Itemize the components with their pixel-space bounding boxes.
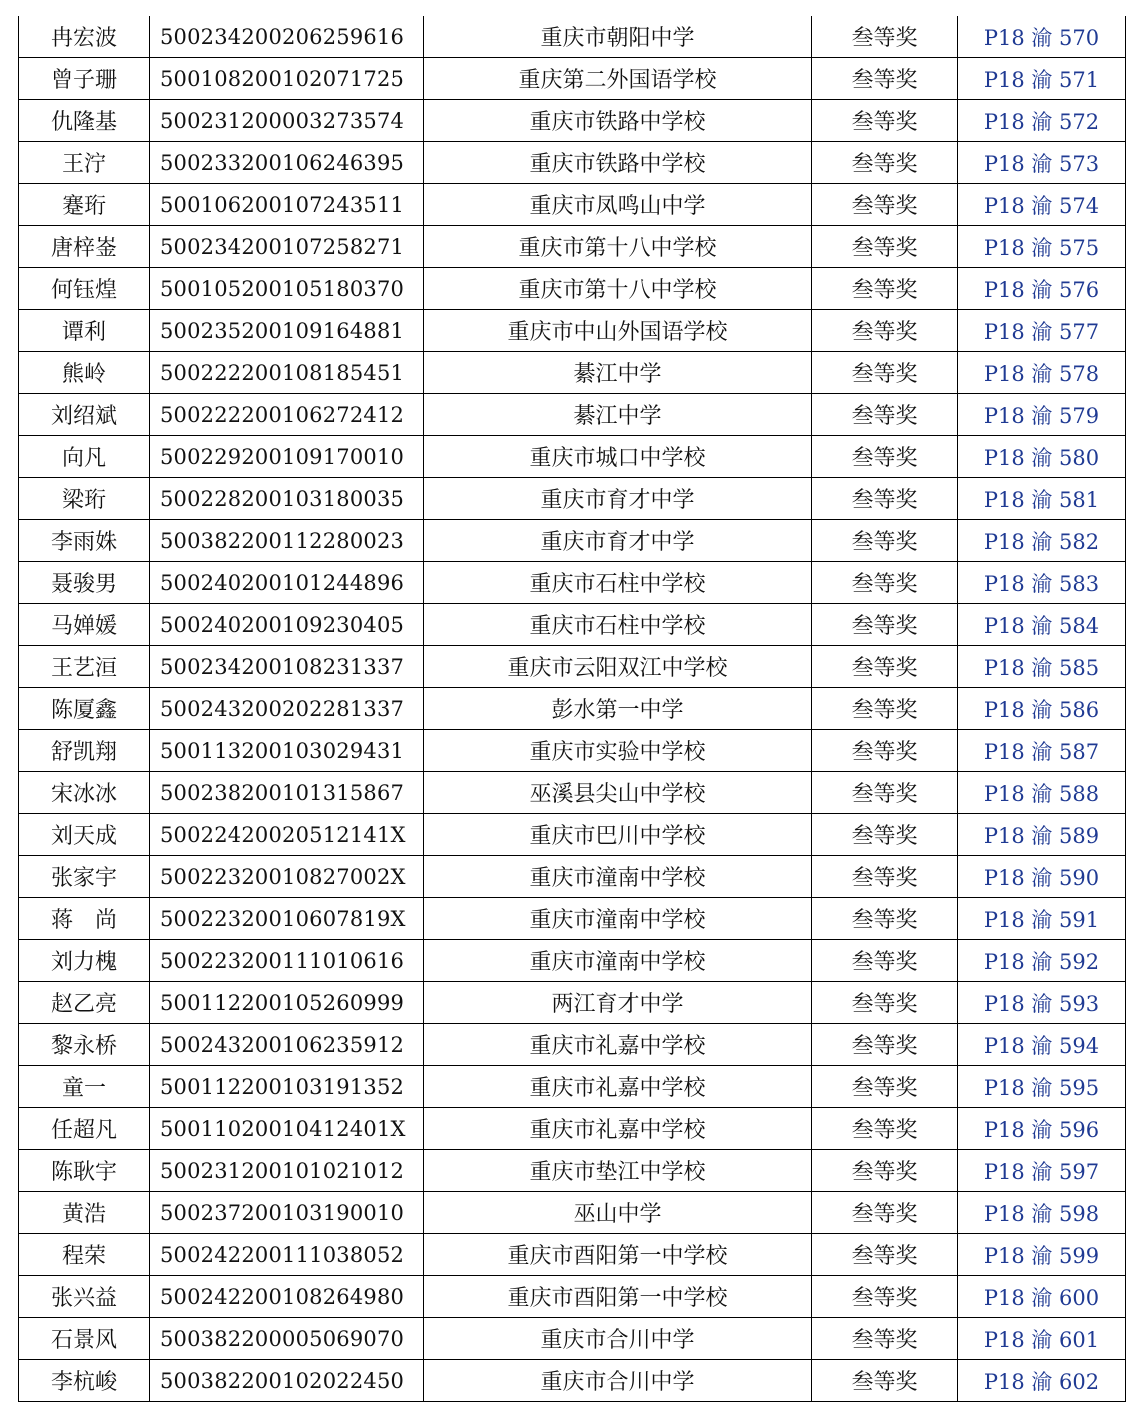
school-name-cell: 重庆市礼嘉中学校 <box>424 1024 812 1066</box>
school-name-cell: 重庆市石柱中学校 <box>424 562 812 604</box>
school-name-cell: 重庆市礼嘉中学校 <box>424 1108 812 1150</box>
award-level-cell: 叁等奖 <box>812 268 958 310</box>
table-row <box>19 1150 1126 1192</box>
student-name-cell: 熊岭 <box>19 352 150 394</box>
school-name-cell: 重庆市潼南中学校 <box>424 856 812 898</box>
school-name-cell: 重庆市中山外国语学校 <box>424 310 812 352</box>
id-number-cell: 500242200111038052 <box>150 1234 424 1276</box>
certificate-number-cell: P18 渝 597 <box>958 1150 1126 1192</box>
id-number-cell: 50022320010827002X <box>150 856 424 898</box>
id-number-cell: 500231200101021012 <box>150 1150 424 1192</box>
id-number-cell: 500222200108185451 <box>150 352 424 394</box>
certificate-number-cell: P18 渝 576 <box>958 268 1126 310</box>
student-name-cell: 陈耿宇 <box>19 1150 150 1192</box>
school-name-cell: 重庆市育才中学 <box>424 478 812 520</box>
school-name-cell: 重庆市城口中学校 <box>424 436 812 478</box>
student-name-cell: 马婵媛 <box>19 604 150 646</box>
award-level-cell: 叁等奖 <box>812 646 958 688</box>
id-number-cell: 500106200107243511 <box>150 184 424 226</box>
id-number-cell: 500234200206259616 <box>150 16 424 58</box>
certificate-number-cell: P18 渝 587 <box>958 730 1126 772</box>
table-row <box>19 1318 1126 1360</box>
student-name-cell: 刘绍斌 <box>19 394 150 436</box>
school-name-cell: 重庆市凤鸣山中学 <box>424 184 812 226</box>
student-name-cell: 李杭峻 <box>19 1360 150 1402</box>
certificate-number-cell: P18 渝 572 <box>958 100 1126 142</box>
award-list-table <box>18 16 1126 1402</box>
id-number-cell: 500382200102022450 <box>150 1360 424 1402</box>
id-number-cell: 500222200106272412 <box>150 394 424 436</box>
student-name-cell: 程荣 <box>19 1234 150 1276</box>
id-number-cell: 500243200202281337 <box>150 688 424 730</box>
certificate-number-cell: P18 渝 584 <box>958 604 1126 646</box>
school-name-cell: 重庆市合川中学 <box>424 1360 812 1402</box>
award-level-cell: 叁等奖 <box>812 142 958 184</box>
id-number-cell: 500105200105180370 <box>150 268 424 310</box>
certificate-number-cell: P18 渝 593 <box>958 982 1126 1024</box>
certificate-number-cell: P18 渝 600 <box>958 1276 1126 1318</box>
school-name-cell: 巫溪县尖山中学校 <box>424 772 812 814</box>
id-number-cell: 500108200102071725 <box>150 58 424 100</box>
school-name-cell: 綦江中学 <box>424 352 812 394</box>
school-name-cell: 重庆市石柱中学校 <box>424 604 812 646</box>
id-number-cell: 500112200103191352 <box>150 1066 424 1108</box>
table-row <box>19 142 1126 184</box>
school-name-cell: 重庆市朝阳中学 <box>424 16 812 58</box>
student-name-cell: 何钰煌 <box>19 268 150 310</box>
table-row <box>19 898 1126 940</box>
id-number-cell: 50022420020512141X <box>150 814 424 856</box>
award-level-cell: 叁等奖 <box>812 562 958 604</box>
award-level-cell: 叁等奖 <box>812 1234 958 1276</box>
award-level-cell: 叁等奖 <box>812 604 958 646</box>
award-level-cell: 叁等奖 <box>812 1150 958 1192</box>
award-level-cell: 叁等奖 <box>812 520 958 562</box>
table-row <box>19 394 1126 436</box>
table-row <box>19 688 1126 730</box>
award-level-cell: 叁等奖 <box>812 1108 958 1150</box>
school-name-cell: 重庆市酉阳第一中学校 <box>424 1234 812 1276</box>
table-row <box>19 436 1126 478</box>
id-number-cell: 50011020010412401X <box>150 1108 424 1150</box>
school-name-cell: 重庆市铁路中学校 <box>424 100 812 142</box>
student-name-cell: 曾子珊 <box>19 58 150 100</box>
table-row <box>19 268 1126 310</box>
certificate-number-cell: P18 渝 588 <box>958 772 1126 814</box>
certificate-number-cell: P18 渝 581 <box>958 478 1126 520</box>
student-name-cell: 舒凯翔 <box>19 730 150 772</box>
certificate-number-cell: P18 渝 601 <box>958 1318 1126 1360</box>
student-name-cell: 张家宇 <box>19 856 150 898</box>
certificate-number-cell: P18 渝 583 <box>958 562 1126 604</box>
student-name-cell: 张兴益 <box>19 1276 150 1318</box>
id-number-cell: 500238200101315867 <box>150 772 424 814</box>
id-number-cell: 500237200103190010 <box>150 1192 424 1234</box>
award-level-cell: 叁等奖 <box>812 730 958 772</box>
id-number-cell: 500235200109164881 <box>150 310 424 352</box>
table-row <box>19 1234 1126 1276</box>
id-number-cell: 500228200103180035 <box>150 478 424 520</box>
certificate-number-cell: P18 渝 570 <box>958 16 1126 58</box>
student-name-cell: 刘天成 <box>19 814 150 856</box>
award-level-cell: 叁等奖 <box>812 226 958 268</box>
school-name-cell: 巫山中学 <box>424 1192 812 1234</box>
student-name-cell: 李雨姝 <box>19 520 150 562</box>
award-level-cell: 叁等奖 <box>812 184 958 226</box>
student-name-cell: 刘力槐 <box>19 940 150 982</box>
student-name-cell: 冉宏波 <box>19 16 150 58</box>
student-name-cell: 石景风 <box>19 1318 150 1360</box>
school-name-cell: 重庆市第十八中学校 <box>424 226 812 268</box>
award-level-cell: 叁等奖 <box>812 856 958 898</box>
school-name-cell: 重庆市巴川中学校 <box>424 814 812 856</box>
award-level-cell: 叁等奖 <box>812 1360 958 1402</box>
school-name-cell: 重庆市潼南中学校 <box>424 898 812 940</box>
student-name-cell: 王泞 <box>19 142 150 184</box>
certificate-number-cell: P18 渝 578 <box>958 352 1126 394</box>
id-number-cell: 500382200005069070 <box>150 1318 424 1360</box>
table-row <box>19 940 1126 982</box>
student-name-cell: 聂骏男 <box>19 562 150 604</box>
id-number-cell: 500234200108231337 <box>150 646 424 688</box>
student-name-cell: 黎永桥 <box>19 1024 150 1066</box>
school-name-cell: 重庆市酉阳第一中学校 <box>424 1276 812 1318</box>
table-row <box>19 1276 1126 1318</box>
table-row <box>19 184 1126 226</box>
certificate-number-cell: P18 渝 574 <box>958 184 1126 226</box>
certificate-number-cell: P18 渝 573 <box>958 142 1126 184</box>
school-name-cell: 重庆市育才中学 <box>424 520 812 562</box>
school-name-cell: 两江育才中学 <box>424 982 812 1024</box>
award-level-cell: 叁等奖 <box>812 898 958 940</box>
table-row <box>19 100 1126 142</box>
table-row <box>19 58 1126 100</box>
student-name-cell: 王艺洹 <box>19 646 150 688</box>
table-row <box>19 478 1126 520</box>
school-name-cell: 重庆第二外国语学校 <box>424 58 812 100</box>
table-row <box>19 646 1126 688</box>
id-number-cell: 500382200112280023 <box>150 520 424 562</box>
certificate-number-cell: P18 渝 571 <box>958 58 1126 100</box>
id-number-cell: 500242200108264980 <box>150 1276 424 1318</box>
table-row <box>19 814 1126 856</box>
student-name-cell: 仇隆基 <box>19 100 150 142</box>
student-name-cell: 宋冰冰 <box>19 772 150 814</box>
id-number-cell: 500233200106246395 <box>150 142 424 184</box>
certificate-number-cell: P18 渝 598 <box>958 1192 1126 1234</box>
certificate-number-cell: P18 渝 579 <box>958 394 1126 436</box>
school-name-cell: 重庆市铁路中学校 <box>424 142 812 184</box>
id-number-cell: 500240200109230405 <box>150 604 424 646</box>
table-row <box>19 1024 1126 1066</box>
award-list-body <box>19 16 1126 1402</box>
table-row <box>19 352 1126 394</box>
table-row <box>19 1108 1126 1150</box>
award-level-cell: 叁等奖 <box>812 436 958 478</box>
id-number-cell: 500113200103029431 <box>150 730 424 772</box>
certificate-number-cell: P18 渝 591 <box>958 898 1126 940</box>
student-name-cell: 唐梓崟 <box>19 226 150 268</box>
award-level-cell: 叁等奖 <box>812 58 958 100</box>
certificate-number-cell: P18 渝 596 <box>958 1108 1126 1150</box>
certificate-number-cell: P18 渝 594 <box>958 1024 1126 1066</box>
student-name-cell: 蒋 尚 <box>19 898 150 940</box>
id-number-cell: 500229200109170010 <box>150 436 424 478</box>
award-level-cell: 叁等奖 <box>812 1318 958 1360</box>
school-name-cell: 彭水第一中学 <box>424 688 812 730</box>
school-name-cell: 重庆市云阳双江中学校 <box>424 646 812 688</box>
student-name-cell: 向凡 <box>19 436 150 478</box>
table-row <box>19 772 1126 814</box>
certificate-number-cell: P18 渝 580 <box>958 436 1126 478</box>
table-row <box>19 1192 1126 1234</box>
award-level-cell: 叁等奖 <box>812 16 958 58</box>
student-name-cell: 梁珩 <box>19 478 150 520</box>
certificate-number-cell: P18 渝 585 <box>958 646 1126 688</box>
school-name-cell: 綦江中学 <box>424 394 812 436</box>
certificate-number-cell: P18 渝 602 <box>958 1360 1126 1402</box>
award-level-cell: 叁等奖 <box>812 814 958 856</box>
table-row <box>19 520 1126 562</box>
award-level-cell: 叁等奖 <box>812 100 958 142</box>
award-level-cell: 叁等奖 <box>812 940 958 982</box>
school-name-cell: 重庆市礼嘉中学校 <box>424 1066 812 1108</box>
id-number-cell: 500223200111010616 <box>150 940 424 982</box>
id-number-cell: 500231200003273574 <box>150 100 424 142</box>
certificate-number-cell: P18 渝 589 <box>958 814 1126 856</box>
school-name-cell: 重庆市第十八中学校 <box>424 268 812 310</box>
award-level-cell: 叁等奖 <box>812 1066 958 1108</box>
school-name-cell: 重庆市潼南中学校 <box>424 940 812 982</box>
student-name-cell: 谭利 <box>19 310 150 352</box>
table-row <box>19 856 1126 898</box>
table-row <box>19 604 1126 646</box>
student-name-cell: 蹇珩 <box>19 184 150 226</box>
table-row <box>19 982 1126 1024</box>
student-name-cell: 任超凡 <box>19 1108 150 1150</box>
student-name-cell: 赵乙亮 <box>19 982 150 1024</box>
school-name-cell: 重庆市实验中学校 <box>424 730 812 772</box>
award-level-cell: 叁等奖 <box>812 1276 958 1318</box>
id-number-cell: 500234200107258271 <box>150 226 424 268</box>
table-row <box>19 730 1126 772</box>
certificate-number-cell: P18 渝 599 <box>958 1234 1126 1276</box>
id-number-cell: 500112200105260999 <box>150 982 424 1024</box>
certificate-number-cell: P18 渝 595 <box>958 1066 1126 1108</box>
id-number-cell: 500243200106235912 <box>150 1024 424 1066</box>
award-level-cell: 叁等奖 <box>812 352 958 394</box>
student-name-cell: 黄浩 <box>19 1192 150 1234</box>
award-level-cell: 叁等奖 <box>812 982 958 1024</box>
student-name-cell: 陈厦鑫 <box>19 688 150 730</box>
certificate-number-cell: P18 渝 582 <box>958 520 1126 562</box>
table-row <box>19 16 1126 58</box>
certificate-number-cell: P18 渝 586 <box>958 688 1126 730</box>
certificate-number-cell: P18 渝 590 <box>958 856 1126 898</box>
school-name-cell: 重庆市合川中学 <box>424 1318 812 1360</box>
award-level-cell: 叁等奖 <box>812 1192 958 1234</box>
id-number-cell: 50022320010607819X <box>150 898 424 940</box>
award-level-cell: 叁等奖 <box>812 310 958 352</box>
table-row <box>19 1066 1126 1108</box>
certificate-number-cell: P18 渝 577 <box>958 310 1126 352</box>
award-level-cell: 叁等奖 <box>812 772 958 814</box>
award-level-cell: 叁等奖 <box>812 688 958 730</box>
student-name-cell: 童一 <box>19 1066 150 1108</box>
table-row <box>19 1360 1126 1402</box>
award-level-cell: 叁等奖 <box>812 394 958 436</box>
award-level-cell: 叁等奖 <box>812 1024 958 1066</box>
certificate-number-cell: P18 渝 592 <box>958 940 1126 982</box>
award-level-cell: 叁等奖 <box>812 478 958 520</box>
table-row <box>19 310 1126 352</box>
certificate-number-cell: P18 渝 575 <box>958 226 1126 268</box>
table-row <box>19 562 1126 604</box>
school-name-cell: 重庆市垫江中学校 <box>424 1150 812 1192</box>
table-row <box>19 226 1126 268</box>
id-number-cell: 500240200101244896 <box>150 562 424 604</box>
